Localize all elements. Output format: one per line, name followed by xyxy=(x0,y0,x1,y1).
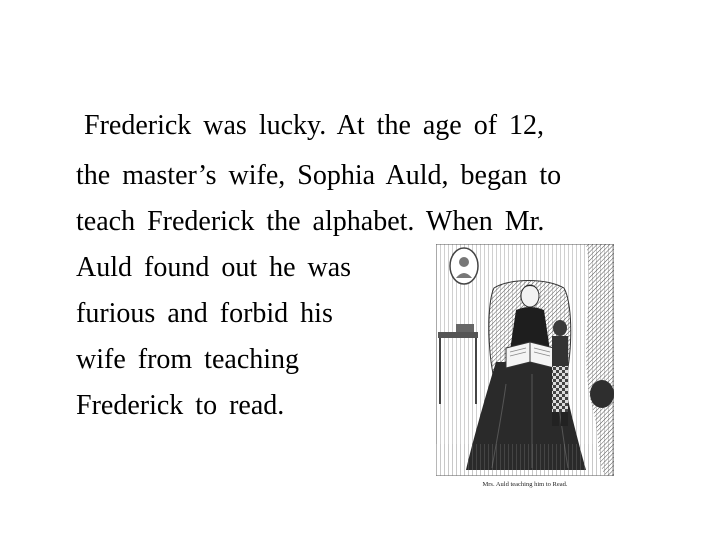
boy-checked-trousers xyxy=(552,366,568,412)
passage-line-4: Auld found out he was xyxy=(76,252,352,283)
passage-line-2: the master’s wife, Sophia Auld, began to xyxy=(76,160,562,191)
boy-torso xyxy=(552,336,568,366)
side-table xyxy=(438,332,478,338)
engraving-caption: Mrs. Auld teaching him to Read. xyxy=(482,481,568,488)
passage-line-6: wife from teaching xyxy=(76,344,300,375)
passage-line-5: furious and forbid his xyxy=(76,298,333,329)
passage-line-3: teach Frederick the alphabet. When Mr. xyxy=(76,206,545,237)
engraving-mrs-auld-teaching xyxy=(436,244,614,490)
passage-line-1: Frederick was lucky. At the age of 12, xyxy=(84,110,545,141)
woman-head xyxy=(521,285,539,307)
footstool xyxy=(590,380,614,408)
passage-line-7: Frederick to read. xyxy=(76,390,285,421)
boy-head xyxy=(553,320,567,336)
